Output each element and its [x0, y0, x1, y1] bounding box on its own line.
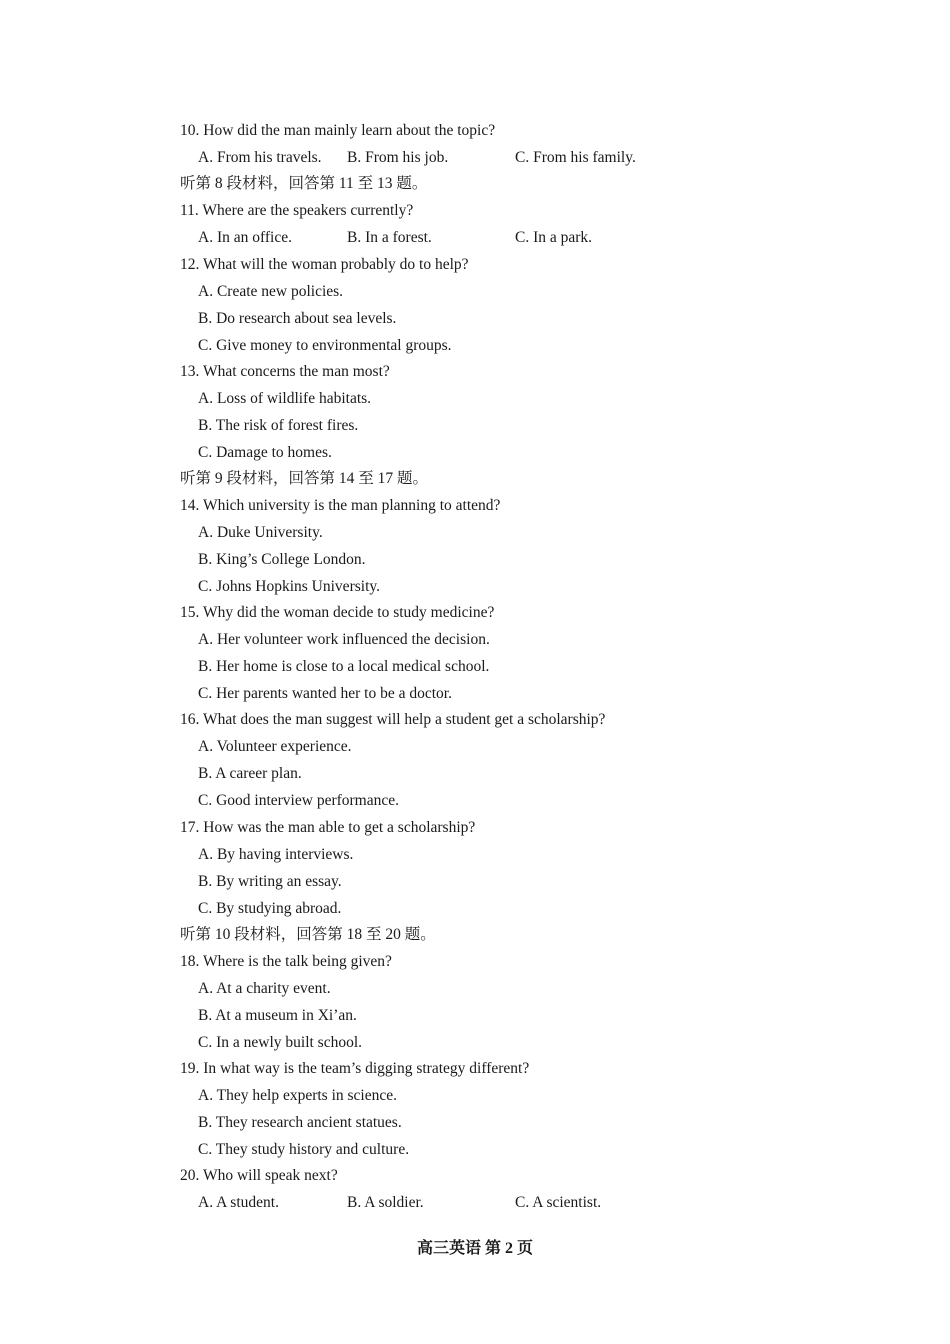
question-13-option-c: C. Damage to homes. [198, 444, 332, 461]
question-18-stem: 18. Where is the talk being given? [180, 953, 392, 970]
section-9-instruction: 听第 9 段材料，回答第 14 至 17 题。 [180, 470, 429, 487]
question-14-stem: 14. Which university is the man planning to attend? [180, 497, 501, 514]
question-18-option-c: C. In a newly built school. [198, 1034, 363, 1051]
question-16-stem: 16. What does the man suggest will help a student get a scholarship? [180, 711, 606, 728]
question-14-option-c: C. Johns Hopkins University. [198, 578, 380, 595]
question-11-option-b: B. In a forest. [347, 229, 432, 246]
question-12-option-b: B. Do research about sea levels. [198, 310, 397, 327]
question-13-option-a: A. Loss of wildlife habitats. [198, 390, 372, 407]
question-13-stem: 13. What concerns the man most? [180, 363, 390, 380]
question-14-option-a: A. Duke University. [198, 524, 323, 541]
question-17-option-a: A. By having interviews. [198, 846, 354, 863]
question-15-option-c: C. Her parents wanted her to be a doctor. [198, 685, 452, 702]
question-12-option-c: C. Give money to environmental groups. [198, 337, 452, 354]
question-16-option-b: B. A career plan. [198, 765, 302, 782]
question-19-stem: 19. In what way is the team’s digging strategy different? [180, 1060, 530, 1077]
question-20-option-b: B. A soldier. [347, 1194, 424, 1211]
question-18-option-b: B. At a museum in Xi’an. [198, 1007, 357, 1024]
question-17-option-b: B. By writing an essay. [198, 873, 342, 890]
question-19-option-c: C. They study history and culture. [198, 1141, 410, 1158]
question-19-option-a: A. They help experts in science. [198, 1087, 397, 1104]
page-footer: 高三英语 第 2 页 [416, 1240, 533, 1257]
question-14-option-b: B. King’s College London. [198, 551, 366, 568]
question-20-option-a: A. A student. [198, 1194, 279, 1211]
question-17-option-c: C. By studying abroad. [198, 900, 342, 917]
question-19-option-b: B. They research ancient statues. [198, 1114, 402, 1131]
question-20-stem: 20. Who will speak next? [180, 1167, 338, 1184]
question-11-option-a: A. In an office. [198, 229, 292, 246]
question-11-stem: 11. Where are the speakers currently? [180, 202, 414, 219]
question-18-option-a: A. At a charity event. [198, 980, 331, 997]
question-16-option-c: C. Good interview performance. [198, 792, 400, 809]
question-20-option-c: C. A scientist. [515, 1194, 602, 1211]
question-10-option-c: C. From his family. [515, 149, 636, 166]
question-15-option-a: A. Her volunteer work influenced the decision. [198, 631, 490, 648]
question-10-stem: 10. How did the man mainly learn about the topic? [180, 122, 496, 139]
question-16-option-a: A. Volunteer experience. [198, 738, 352, 755]
question-11-option-c: C. In a park. [515, 229, 593, 246]
question-10-option-b: B. From his job. [347, 149, 449, 166]
question-17-stem: 17. How was the man able to get a scholarship? [180, 819, 476, 836]
question-15-stem: 15. Why did the woman decide to study medicine? [180, 604, 495, 621]
question-13-option-b: B. The risk of forest fires. [198, 417, 359, 434]
section-8-instruction: 听第 8 段材料，回答第 11 至 13 题。 [180, 175, 428, 192]
question-12-option-a: A. Create new policies. [198, 283, 344, 300]
question-15-option-b: B. Her home is close to a local medical school. [198, 658, 490, 675]
question-10-option-a: A. From his travels. [198, 149, 322, 166]
section-10-instruction: 听第 10 段材料，回答第 18 至 20 题。 [180, 926, 436, 943]
question-12-stem: 12. What will the woman probably do to help? [180, 256, 469, 273]
